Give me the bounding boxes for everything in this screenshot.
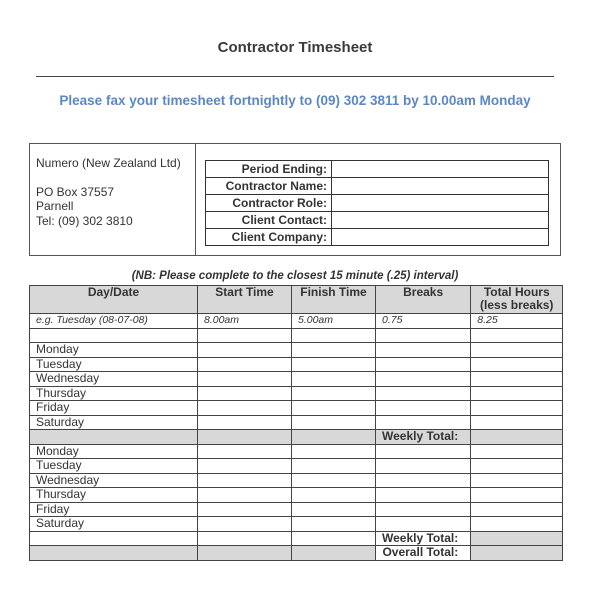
example-row (30, 314, 563, 329)
table-row (30, 502, 563, 517)
contractor-role-label: Contractor Role: (206, 195, 332, 212)
total-cell[interactable] (471, 459, 563, 474)
breaks-cell[interactable] (376, 401, 471, 416)
breaks-cell[interactable] (376, 357, 471, 372)
table-cell (292, 430, 376, 445)
info-divider (195, 144, 196, 255)
finish-cell[interactable] (292, 517, 376, 532)
table-cell (198, 546, 292, 561)
table-cell[interactable] (471, 328, 563, 343)
breaks-cell[interactable] (376, 415, 471, 430)
day-label: Saturday (30, 415, 198, 430)
start-cell[interactable] (198, 401, 292, 416)
day-label: Monday (30, 444, 198, 459)
day-label: Wednesday (30, 372, 198, 387)
finish-cell[interactable] (292, 459, 376, 474)
weekly-total-label: Weekly Total: (376, 531, 471, 546)
finish-cell[interactable] (292, 415, 376, 430)
finish-cell[interactable] (292, 444, 376, 459)
table-cell (30, 430, 198, 445)
breaks-cell[interactable] (376, 517, 471, 532)
period-ending-label: Period Ending: (206, 161, 332, 178)
total-cell[interactable] (471, 473, 563, 488)
start-cell[interactable] (198, 444, 292, 459)
start-cell[interactable] (198, 502, 292, 517)
col-finish-time: Finish Time (292, 286, 376, 314)
total-cell[interactable] (471, 415, 563, 430)
period-table (205, 160, 549, 246)
client-contact-label: Client Contact: (206, 212, 332, 229)
start-cell[interactable] (198, 415, 292, 430)
day-label: Tuesday (30, 357, 198, 372)
total-cell[interactable] (471, 488, 563, 503)
breaks-cell[interactable] (376, 473, 471, 488)
start-cell[interactable] (198, 459, 292, 474)
address-line-2: Parnell (36, 199, 74, 213)
table-cell (30, 328, 198, 343)
period-row (206, 229, 549, 246)
table-row (30, 386, 563, 401)
start-cell[interactable] (198, 386, 292, 401)
col-breaks: Breaks (376, 286, 471, 314)
day-label: Thursday (30, 386, 198, 401)
weekly-total-row (30, 430, 563, 445)
client-company-field[interactable] (332, 229, 549, 246)
finish-cell[interactable] (292, 357, 376, 372)
breaks-cell[interactable] (376, 459, 471, 474)
fax-notice: Please fax your timesheet fortnightly to (09) 302 3811 by 10.00am Monday (59, 93, 531, 108)
weekly-total-row (30, 531, 563, 546)
col-day-date: Day/Date (30, 286, 198, 314)
blank-row (30, 328, 563, 343)
interval-note: (NB: Please complete to the closest 15 minute (.25) interval) (131, 270, 459, 282)
overall-total-row (30, 546, 563, 561)
company-phone: Tel: (09) 302 3810 (36, 213, 133, 228)
example-total: 8.25 (471, 314, 563, 329)
table-row (30, 459, 563, 474)
total-cell[interactable] (471, 502, 563, 517)
col-start-time: Start Time (198, 286, 292, 314)
period-row (206, 161, 549, 178)
total-cell[interactable] (471, 357, 563, 372)
start-cell[interactable] (198, 473, 292, 488)
example-breaks: 0.75 (376, 314, 471, 329)
day-label: Saturday (30, 517, 198, 532)
finish-cell[interactable] (292, 401, 376, 416)
period-row (206, 178, 549, 195)
finish-cell[interactable] (292, 372, 376, 387)
client-contact-field[interactable] (332, 212, 549, 229)
title-underline (36, 76, 554, 77)
finish-cell[interactable] (292, 386, 376, 401)
address-line-1: PO Box 37557 (36, 184, 115, 199)
example-start: 8.00am (198, 314, 292, 329)
total-cell[interactable] (471, 517, 563, 532)
weekly-total-value[interactable] (471, 531, 563, 546)
table-cell (292, 546, 376, 561)
total-cell[interactable] (471, 372, 563, 387)
table-cell (30, 546, 198, 561)
table-cell (292, 531, 376, 546)
table-row (30, 517, 563, 532)
page-title: Contractor Timesheet (217, 39, 373, 56)
header-row (30, 286, 563, 314)
start-cell[interactable] (198, 343, 292, 358)
table-row (30, 473, 563, 488)
period-row (206, 195, 549, 212)
table-cell[interactable] (376, 328, 471, 343)
table-row (30, 444, 563, 459)
breaks-cell[interactable] (376, 343, 471, 358)
day-label: Thursday (30, 488, 198, 503)
start-cell[interactable] (198, 517, 292, 532)
company-name: Numero (New Zealand Ltd) (36, 156, 181, 170)
finish-cell[interactable] (292, 502, 376, 517)
client-company-label: Client Company: (206, 229, 332, 246)
col-total-hours-line2: (less breaks) (480, 298, 554, 312)
table-cell[interactable] (198, 328, 292, 343)
table-cell (30, 531, 198, 546)
day-label: Wednesday (30, 473, 198, 488)
table-cell (198, 531, 292, 546)
day-label: Tuesday (30, 459, 198, 474)
table-row (30, 343, 563, 358)
day-label: Friday (30, 502, 198, 517)
total-cell[interactable] (471, 401, 563, 416)
table-row (30, 415, 563, 430)
period-ending-field[interactable] (332, 161, 549, 178)
total-cell[interactable] (471, 444, 563, 459)
company-address (36, 156, 181, 228)
start-cell[interactable] (198, 372, 292, 387)
table-row (30, 401, 563, 416)
finish-cell[interactable] (292, 488, 376, 503)
table-cell (198, 430, 292, 445)
contractor-name-label: Contractor Name: (206, 178, 332, 195)
start-cell[interactable] (198, 488, 292, 503)
finish-cell[interactable] (292, 343, 376, 358)
weekly-total-label: Weekly Total: (376, 430, 471, 445)
day-label: Friday (30, 401, 198, 416)
breaks-cell[interactable] (376, 502, 471, 517)
contractor-name-field[interactable] (332, 178, 549, 195)
table-row (30, 357, 563, 372)
table-row (30, 372, 563, 387)
finish-cell[interactable] (292, 473, 376, 488)
info-box (29, 143, 561, 256)
contractor-role-field[interactable] (332, 195, 549, 212)
weekly-total-value[interactable] (471, 430, 563, 445)
breaks-cell[interactable] (376, 488, 471, 503)
example-finish: 5.00am (292, 314, 376, 329)
col-total-hours (471, 286, 563, 314)
table-cell[interactable] (292, 328, 376, 343)
day-label: Monday (30, 343, 198, 358)
overall-total-value[interactable] (471, 546, 563, 561)
timesheet-table (29, 285, 563, 561)
example-day: e.g. Tuesday (08-07-08) (30, 314, 198, 329)
table-row (30, 488, 563, 503)
overall-total-label: Overall Total: (376, 546, 471, 561)
start-cell[interactable] (198, 357, 292, 372)
period-row (206, 212, 549, 229)
breaks-cell[interactable] (376, 386, 471, 401)
col-total-hours-line1: Total Hours (483, 285, 550, 299)
total-cell[interactable] (471, 386, 563, 401)
breaks-cell[interactable] (376, 444, 471, 459)
total-cell[interactable] (471, 343, 563, 358)
breaks-cell[interactable] (376, 372, 471, 387)
